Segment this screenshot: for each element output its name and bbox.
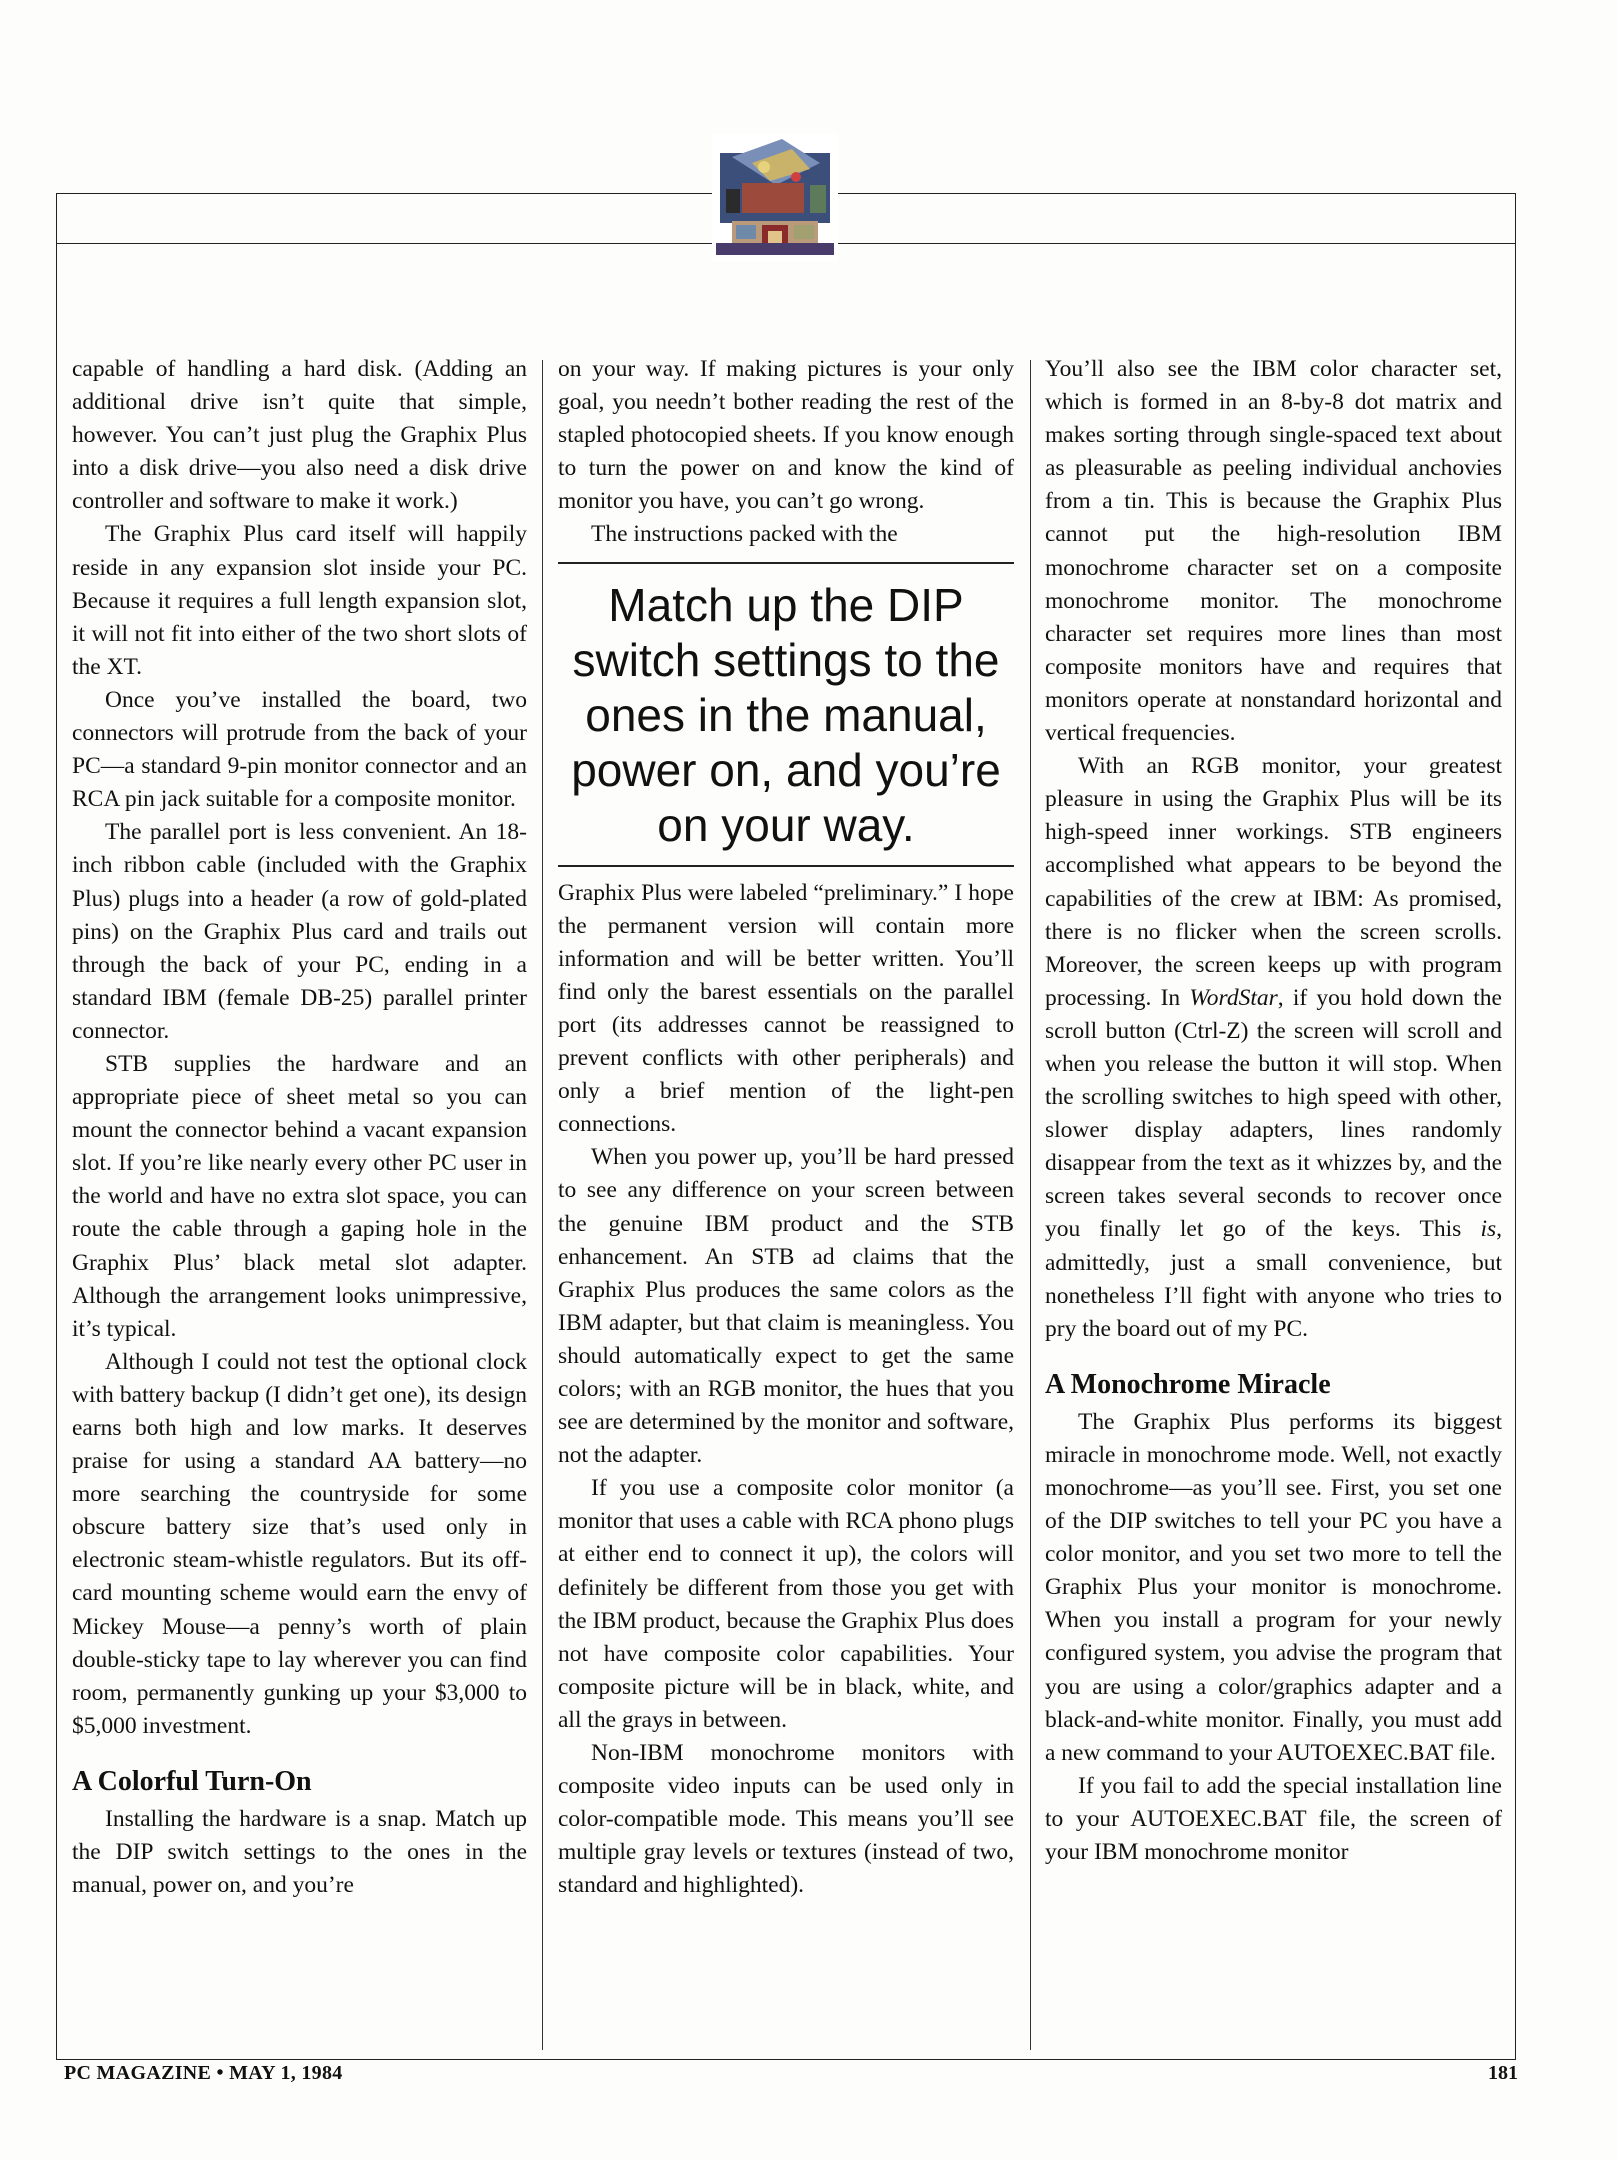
- column-divider: [542, 360, 543, 2050]
- paragraph: You’ll also see the IBM color character set, which is formed in an 8-by-8 dot matrix and makes sorting through single-spaced text about as pleasurable as peeling individual anchovies from a tin. This is because the Graphix Plus cannot put the high-resolution IBM monochrome character set on a composite monochrome monitor. The monochrome character set requires more lines than most composite monitors have and requires that monitors operate at nonstandard horizontal and vertical frequencies.: [1045, 356, 1502, 747]
- text-run: , if you hold down the scroll button (Ctrl-Z) the screen will scroll and when you release the button it will stop. When the scrolling switches to high speed with other, slower display adapters, lines randomly disappear from the text as it whizzes by, and the screen takes several seconds to recover once you finally let go of the keys. This: [1045, 984, 1502, 1243]
- paragraph: [1045, 750, 1502, 1346]
- paragraph: If you use a composite color monitor (a monitor that uses a cable with RCA phono plugs at either end to connect it up), the colors will definitely be different from those you get with the IBM product, because the Graphix Plus does not have composite color capabilities. Your composite picture will be in black, white, and all the grays in between.: [558, 1475, 1014, 1733]
- paragraph: Installing the hardware is a snap. Match up the DIP switch settings to the ones in the manual, power on, and you’re: [72, 1805, 527, 1899]
- paragraph: When you power up, you’ll be hard pressed to see any difference on your screen between the genuine IBM product and the STB enhancement. An STB ad claims that the Graphix Plus produces the same colors as the IBM adapter, but that claim is meaningless. You should automatically expect to get the same colors; with an RGB monitor, the hues that you see are determined by the monitor and software, not the adapter.: [558, 1144, 1014, 1469]
- article-column-2: [558, 353, 1014, 1902]
- paragraph: STB supplies the hardware and an appropriate piece of sheet metal so you can mount the connector behind a vacant expansion slot. If you’re like nearly every other PC user in the world and have no extra slot space, you can route the cable through a gaping hole in the Graphix Plus’ black metal slot adapter. Although the arrangement looks unimpressive, it’s typical.: [72, 1050, 527, 1342]
- article-column-3: [1045, 353, 1502, 1869]
- paragraph: capable of handling a hard disk. (Adding an additional drive isn’t quite that simple, however. You can’t just plug the Graphix Plus into a disk drive—you also need a disk drive controller and software to make it work.): [72, 356, 527, 515]
- section-heading: A Monochrome Miracle: [1045, 1368, 1331, 1400]
- column-divider: [1030, 360, 1031, 2050]
- paragraph: Graphix Plus were labeled “preliminary.” I hope the permanent version will contain more information and will be better written. You’ll find only the barest essentials on the parallel port (its addresses cannot be reassigned to prevent conflicts with other peripherals) and only a brief mention of the light-pen connections.: [558, 879, 1014, 1138]
- paragraph: The instructions packed with the: [591, 521, 898, 548]
- paragraph: The Graphix Plus performs its biggest miracle in monochrome mode. Well, not exactly monochrome—as you’ll see. First, you set one of the DIP switches to tell your PC you have a color monitor, and you set two more to tell the Graphix Plus your monitor is monochrome. When you install a program for your newly configured system, you advise the program that you are using a color/graphics adapter and a black-and-white monitor. Finally, you must add a new command to your AUTOEXEC.BAT file.: [1045, 1408, 1502, 1766]
- text-run: With an RGB monitor, your greatest pleasure in using the Graphix Plus will be its high-speed inner workings. STB engineers accomplished what appears to be beyond the capabilities of the crew at IBM: As promised, there is no flicker when the screen scrolls. Moreover, the screen keeps up with program processing. In: [1045, 753, 1502, 1011]
- section-heading: A Colorful Turn-On: [72, 1765, 312, 1797]
- paragraph: Non-IBM monochrome monitors with composite video inputs can be used only in color-compatible mode. This means you’ll see multiple gray levels or textures (instead of two, standard and highlighted).: [558, 1740, 1014, 1899]
- emphasis-text: is: [1480, 1216, 1497, 1243]
- paragraph: The parallel port is less convenient. An 18-inch ribbon cable (included with the Graphix Plus) plugs into a header (a row of gold-plated pins) on the Graphix Plus card and trails out through the back of your PC, ending in a standard IBM (female DB-25) parallel printer connector.: [72, 819, 527, 1044]
- page-number: 181: [1488, 2062, 1518, 2084]
- computer-collage-logo-icon: [712, 133, 838, 261]
- paragraph: Although I could not test the optional clock with battery backup (I didn’t get one), its design earns both high and low marks. It deserves praise for using a standard AA battery—no more searching the countryside for some obscure battery size that’s used only in electronic steam-whistle regulators. But its off-card mounting scheme would earn the envy of Mickey Mouse—a penny’s worth of plain double-sticky tape to lay wherever you can find room, permanently gunking up your $3,000 to $5,000 investment.: [72, 1348, 527, 1739]
- text-run: , admittedly, just a small convenience, but nonetheless I’ll fight with anyone who tries to pry the board out of my PC.: [1045, 1216, 1502, 1342]
- publication-footer: PC MAGAZINE • MAY 1, 1984: [64, 2062, 343, 2084]
- paragraph: The Graphix Plus card itself will happily reside in any expansion slot inside your PC. Because it requires a full length expansion slot, it will not fit into either of the two short slots of the XT.: [72, 521, 527, 680]
- paragraph: If you fail to add the special installation line to your AUTOEXEC.BAT file, the screen of your IBM monochrome monitor: [1045, 1772, 1502, 1866]
- paragraph: on your way. If making pictures is your only goal, you needn’t bother reading the rest of the stapled photocopied sheets. If you know enough to turn the power on and know the kind of monitor you have, you can’t go wrong.: [558, 356, 1014, 515]
- article-column-1: [72, 353, 527, 1902]
- paragraph: Once you’ve installed the board, two connectors will protrude from the back of your PC—a standard 9-pin monitor connector and an RCA pin jack suitable for a composite monitor.: [72, 686, 527, 813]
- emphasis-text: WordStar: [1189, 984, 1278, 1011]
- pull-quote: Match up the DIP switch settings to the ones in the manual, power on, and you’re on your way.: [558, 562, 1014, 867]
